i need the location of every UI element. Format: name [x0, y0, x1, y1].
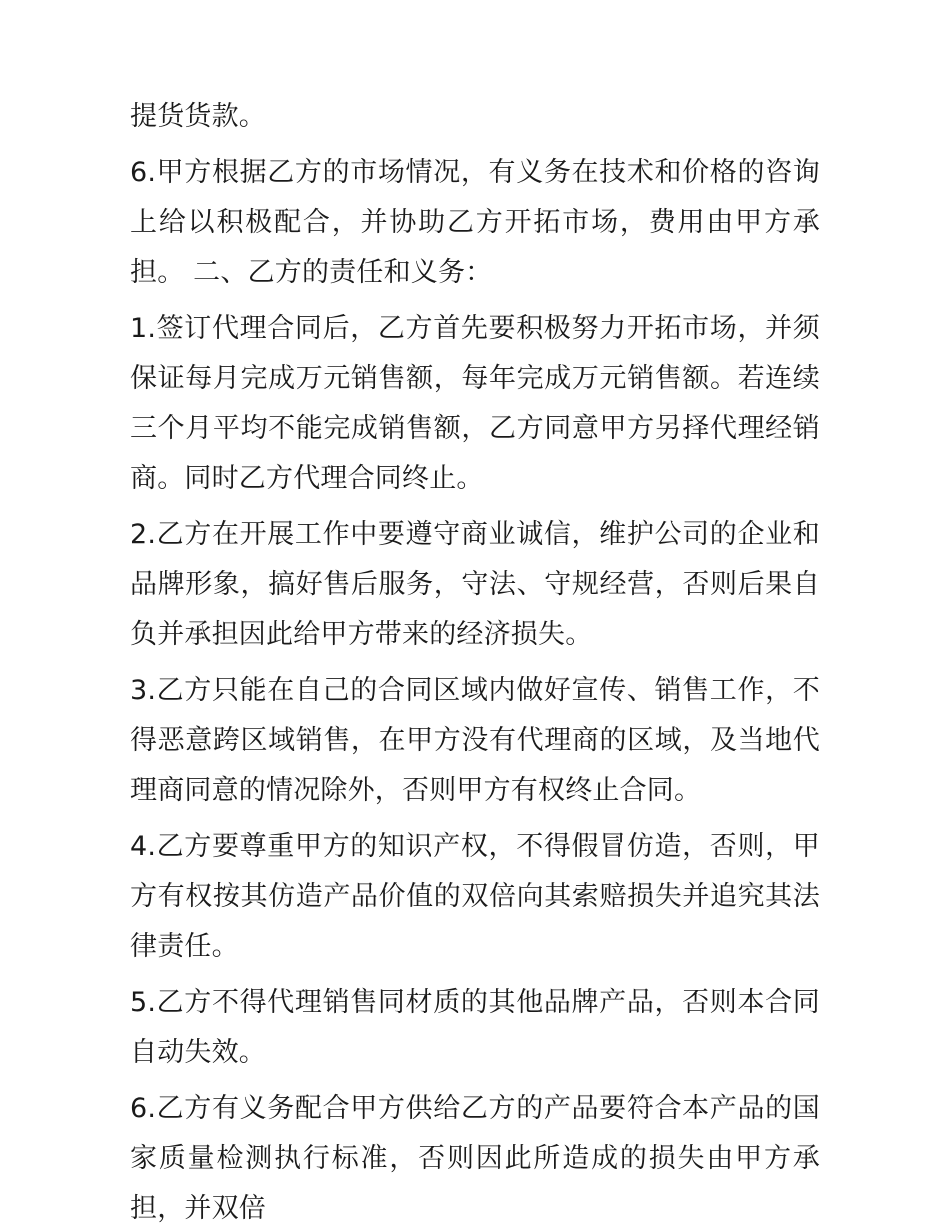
paragraph: 6.甲方根据乙方的市场情况，有义务在技术和价格的咨询上给以积极配合，并协助乙方开拓市场，费用由甲方承担。 二、乙方的责任和义务： — [130, 157, 820, 288]
paragraph: 5.乙方不得代理销售同材质的其他品牌产品，否则本合同自动失效。 — [130, 987, 820, 1068]
document-body — [130, 92, 820, 1229]
paragraph: 3.乙方只能在自己的合同区域内做好宣传、销售工作，不得恶意跨区域销售，在甲方没有代理商的区域，及当地代理商同意的情况除外，否则甲方有权终止合同。 — [130, 675, 820, 806]
paragraph: 6.乙方有义务配合甲方供给乙方的产品要符合本产品的国家质量检测执行标准，否则因此所造成的损失由甲方承担，并双倍 — [130, 1093, 820, 1224]
paragraph: 4.乙方要尊重甲方的知识产权，不得假冒仿造，否则，甲方有权按其仿造产品价值的双倍向其索赔损失并追究其法律责任。 — [130, 831, 820, 962]
paragraph: 提货货款。 — [130, 101, 266, 132]
paragraph: 1.签订代理合同后，乙方首先要积极努力开拓市场，并须保证每月完成万元销售额，每年完成万元销售额。若连续三个月平均不能完成销售额，乙方同意甲方另择代理经销商。同时乙方代理合同终止。 — [130, 313, 820, 494]
paragraph: 2.乙方在开展工作中要遵守商业诚信，维护公司的企业和品牌形象，搞好售后服务，守法、守规经营，否则后果自负并承担因此给甲方带来的经济损失。 — [130, 519, 820, 650]
